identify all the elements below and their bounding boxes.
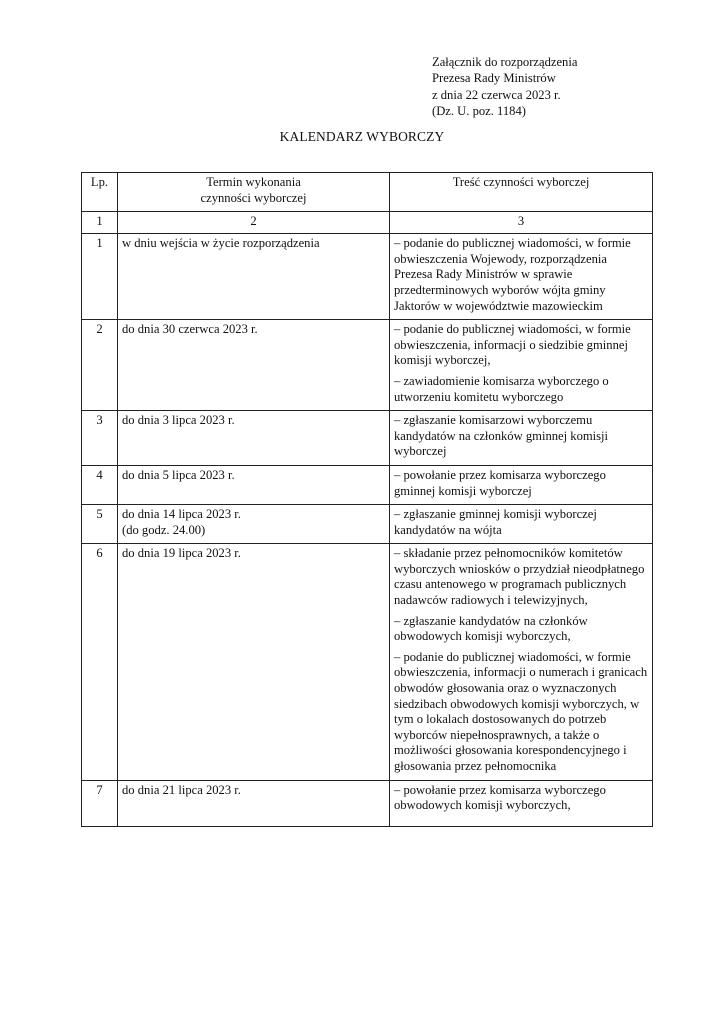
annex-line: Załącznik do rozporządzenia bbox=[432, 55, 578, 69]
table-header-row bbox=[82, 173, 653, 212]
action-item: – podanie do publicznej wiadomości, w formie obwieszczenia, informacji o siedzibie gminnej komisji wyborczej, bbox=[394, 322, 631, 368]
row-lp: 3 bbox=[82, 411, 118, 466]
action-item: – zgłaszanie kandydatów na członków obwodowych komisji wyborczych, bbox=[394, 613, 588, 644]
row-term-line: do dnia 5 lipca 2023 r. bbox=[122, 467, 235, 482]
row-term bbox=[118, 465, 390, 504]
row-term bbox=[118, 505, 390, 544]
row-term bbox=[118, 234, 390, 320]
table-row bbox=[82, 411, 653, 466]
action-item: – zawiadomienie komisarza wyborczego o utworzeniu komitetu wyborczego bbox=[394, 373, 609, 404]
row-actions bbox=[390, 234, 653, 320]
row-actions bbox=[390, 465, 653, 504]
action-item: – powołanie przez komisarza wyborczego gminnej komisji wyborczej bbox=[394, 467, 606, 498]
column-number-row bbox=[82, 212, 653, 234]
row-term-line: (do godz. 24.00) bbox=[122, 522, 206, 537]
action-item: – składanie przez pełnomocników komitetów wyborczych wniosków o przydział nieodpłatnego czasu antenowego w programach publicznych nadawców radiowych i telewizyjnych, bbox=[394, 546, 645, 608]
action-item: – powołanie przez komisarza wyborczego obwodowych komisji wyborczych, bbox=[394, 782, 606, 813]
row-term-line: do dnia 3 lipca 2023 r. bbox=[122, 413, 235, 428]
row-actions bbox=[390, 411, 653, 466]
table-row bbox=[82, 320, 653, 411]
row-term-line: do dnia 30 czerwca 2023 r. bbox=[122, 322, 258, 337]
row-lp: 4 bbox=[82, 465, 118, 504]
action-item: – podanie do publicznej wiadomości, w formie obwieszczenia, informacji o numerach i granicach obwodów głosowania oraz o wyznaczonych siedzibach obwodowych komisji wyborczych, w tym o lokalach dostosowanych do potrzeb wyborców niepełnosprawnych, a także o możliwości głosowania korespondencyjnego i głosowania przez pełnomocnika bbox=[394, 649, 648, 773]
header-action: Treść czynności wyborczej bbox=[390, 173, 653, 212]
row-actions bbox=[390, 320, 653, 411]
row-lp: 6 bbox=[82, 544, 118, 780]
row-lp: 7 bbox=[82, 780, 118, 826]
table-row bbox=[82, 505, 653, 544]
column-number: 3 bbox=[390, 212, 653, 234]
header-term-line: czynności wyborczej bbox=[200, 190, 307, 205]
row-term-line: do dnia 19 lipca 2023 r. bbox=[122, 546, 241, 561]
annex-note bbox=[432, 54, 577, 120]
election-calendar-table bbox=[81, 172, 653, 827]
row-term bbox=[118, 544, 390, 780]
row-lp: 5 bbox=[82, 505, 118, 544]
action-item: – zgłaszanie komisarzowi wyborczemu kandydatów na członków gminnej komisji wyborczej bbox=[394, 413, 609, 459]
table-row bbox=[82, 234, 653, 320]
annex-line: Prezesa Rady Ministrów bbox=[432, 71, 556, 86]
column-number: 1 bbox=[82, 212, 118, 234]
action-item: – zgłaszanie gminnej komisji wyborczej kandydatów na wójta bbox=[394, 507, 597, 537]
annex-line: (Dz. U. poz. 1184) bbox=[432, 104, 526, 119]
row-term bbox=[118, 411, 390, 466]
row-lp: 2 bbox=[82, 320, 118, 411]
header-term bbox=[118, 173, 390, 212]
row-term-line: w dniu wejścia w życie rozporządzenia bbox=[122, 236, 320, 251]
row-actions bbox=[390, 780, 653, 826]
annex-line: z dnia 22 czerwca 2023 r. bbox=[432, 87, 561, 102]
table-row bbox=[82, 780, 653, 826]
row-term bbox=[118, 320, 390, 411]
row-actions bbox=[390, 544, 653, 780]
document-title: KALENDARZ WYBORCZY bbox=[279, 129, 445, 144]
header-lp: Lp. bbox=[82, 173, 118, 212]
action-item: – podanie do publicznej wiadomości, w formie obwieszczenia Wojewody, rozporządzenia Prezesa Rady Ministrów w sprawie przedterminowych wyborów wójta gminy Jaktorów w województwie mazowieckim bbox=[394, 236, 631, 313]
table-row bbox=[82, 465, 653, 504]
row-term bbox=[118, 780, 390, 826]
row-term-line: do dnia 14 lipca 2023 r. bbox=[122, 507, 241, 522]
row-lp: 1 bbox=[82, 234, 118, 320]
header-term-line: Termin wykonania bbox=[206, 175, 301, 189]
column-number: 2 bbox=[118, 212, 390, 234]
row-term-line: do dnia 21 lipca 2023 r. bbox=[122, 782, 241, 797]
table-row bbox=[82, 544, 653, 780]
row-actions bbox=[390, 505, 653, 544]
